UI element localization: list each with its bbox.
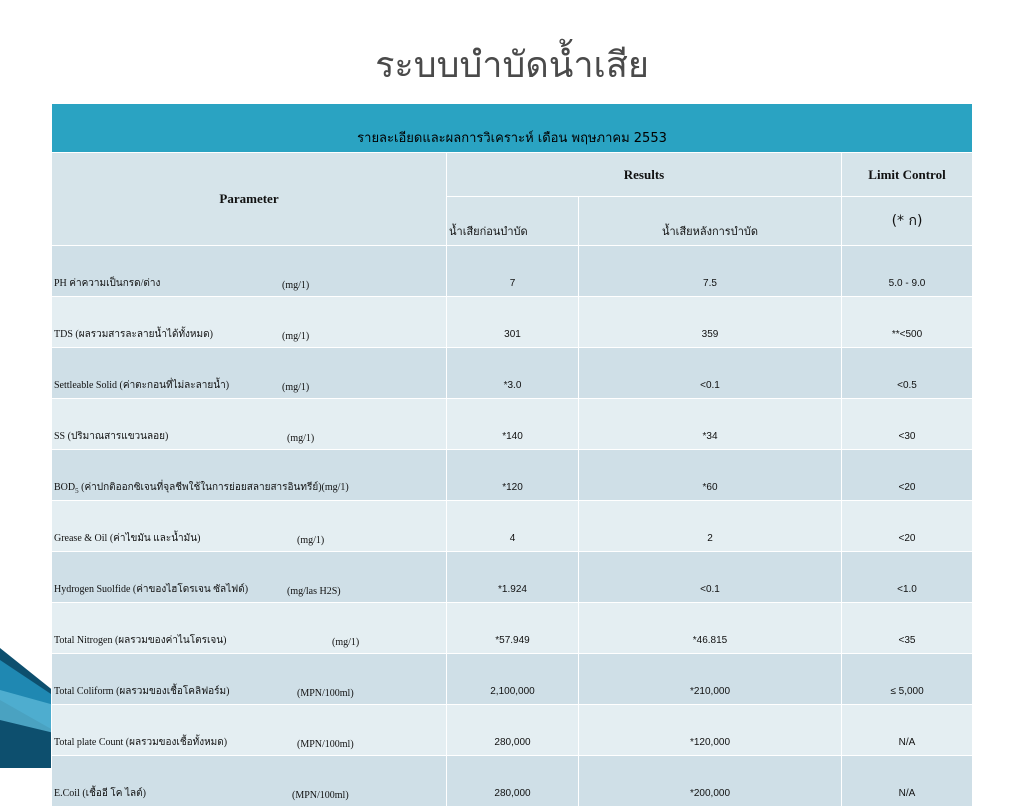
limit-value: <0.5 bbox=[842, 348, 973, 399]
table-row bbox=[52, 297, 973, 348]
table-row bbox=[52, 399, 973, 450]
parameter-name: Hydrogen Suolfide (ค่าของไฮโดรเจน ซัลไฟด์) bbox=[54, 584, 249, 595]
table-row bbox=[52, 450, 973, 501]
before-treatment-header: น้ำเสียก่อนบำบัด bbox=[447, 197, 579, 246]
before-value: *57.949 bbox=[447, 603, 579, 654]
parameter-cell bbox=[52, 450, 447, 501]
parameter-name: SS (ปริมาณสารแขวนลอย) bbox=[54, 431, 169, 442]
before-value: *3.0 bbox=[447, 348, 579, 399]
parameter-unit: (mg/las H2S) bbox=[287, 586, 341, 597]
parameter-cell bbox=[52, 348, 447, 399]
after-value: <0.1 bbox=[579, 552, 842, 603]
parameter-header: Parameter bbox=[52, 153, 447, 246]
parameter-name: Grease & Oil (ค่าไขมัน และน้ำมัน) bbox=[54, 533, 201, 544]
after-value: 2 bbox=[579, 501, 842, 552]
table-row bbox=[52, 246, 973, 297]
results-table bbox=[51, 103, 973, 807]
parameter-unit: (mg/1) bbox=[282, 280, 310, 291]
parameter-unit: (MPN/100ml) bbox=[292, 790, 349, 801]
parameter-cell bbox=[52, 552, 447, 603]
parameter-cell bbox=[52, 654, 447, 705]
results-header: Results bbox=[447, 153, 842, 197]
limit-value: <20 bbox=[842, 501, 973, 552]
parameter-name: Total plate Count (ผลรวมของเชื้อทั้งหมด) bbox=[54, 737, 228, 748]
limit-value: N/A bbox=[842, 705, 973, 756]
parameter-cell bbox=[52, 756, 447, 807]
parameter-cell bbox=[52, 603, 447, 654]
slide-title: ระบบบำบัดน้ำเสีย bbox=[375, 45, 649, 86]
parameter-name: TDS (ผลรวมสารละลายน้ำได้ทั้งหมด) bbox=[54, 329, 213, 340]
parameter-subscript: 5 bbox=[75, 487, 79, 495]
before-value: 2,100,000 bbox=[447, 654, 579, 705]
table-caption: รายละเอียดและผลการวิเคราะห์ เดือน พฤษภาคม 2553 bbox=[52, 104, 973, 153]
after-value: *120,000 bbox=[579, 705, 842, 756]
before-value: *120 bbox=[447, 450, 579, 501]
parameter-name: BOD bbox=[54, 482, 76, 493]
table-row bbox=[52, 348, 973, 399]
parameter-cell bbox=[52, 399, 447, 450]
table-row bbox=[52, 552, 973, 603]
before-value: *140 bbox=[447, 399, 579, 450]
parameter-unit: (MPN/100ml) bbox=[297, 688, 354, 699]
limit-value: <35 bbox=[842, 603, 973, 654]
parameter-unit: (mg/1) bbox=[282, 382, 310, 393]
limit-value: 5.0 - 9.0 bbox=[842, 246, 973, 297]
parameter-name: Total Nitrogen (ผลรวมของค่าไนโตรเจน) bbox=[54, 635, 227, 646]
table-row bbox=[52, 654, 973, 705]
before-value: 301 bbox=[447, 297, 579, 348]
limit-value: ≤ 5,000 bbox=[842, 654, 973, 705]
parameter-unit: (mg/1) bbox=[282, 331, 310, 342]
parameter-name: E.Coil (เชื้ออี โค ไลต์) bbox=[54, 788, 146, 799]
parameter-cell bbox=[52, 705, 447, 756]
after-value: 7.5 bbox=[579, 246, 842, 297]
parameter-unit: (mg/1) bbox=[297, 535, 325, 546]
parameter-cell bbox=[52, 297, 447, 348]
after-value: *60 bbox=[579, 450, 842, 501]
after-value: 359 bbox=[579, 297, 842, 348]
after-value: *200,000 bbox=[579, 756, 842, 807]
parameter-unit: (MPN/100ml) bbox=[297, 739, 354, 750]
limit-value: <30 bbox=[842, 399, 973, 450]
parameter-name: PH ค่าความเป็นกรด/ด่าง bbox=[54, 278, 161, 289]
table-row bbox=[52, 705, 973, 756]
before-value: 4 bbox=[447, 501, 579, 552]
table-row bbox=[52, 603, 973, 654]
limit-note: (* ก) bbox=[842, 197, 973, 246]
before-value: 7 bbox=[447, 246, 579, 297]
after-treatment-header: น้ำเสียหลังการบำบัด bbox=[579, 197, 842, 246]
after-value: *46.815 bbox=[579, 603, 842, 654]
limit-value: <20 bbox=[842, 450, 973, 501]
before-value: 280,000 bbox=[447, 705, 579, 756]
limit-value: N/A bbox=[842, 756, 973, 807]
after-value: *210,000 bbox=[579, 654, 842, 705]
table-row bbox=[52, 756, 973, 807]
parameter-unit: (mg/1) bbox=[332, 637, 360, 648]
before-value: *1.924 bbox=[447, 552, 579, 603]
table-row bbox=[52, 501, 973, 552]
limit-value: **<500 bbox=[842, 297, 973, 348]
parameter-unit: (mg/1) bbox=[287, 433, 315, 444]
parameter-cell bbox=[52, 246, 447, 297]
after-value: *34 bbox=[579, 399, 842, 450]
parameter-name: Total Coliform (ผลรวมของเชื้อโคลิฟอร์ม) bbox=[54, 686, 230, 697]
limit-value: <1.0 bbox=[842, 552, 973, 603]
parameter-cell bbox=[52, 501, 447, 552]
limit-header: Limit Control bbox=[842, 153, 973, 197]
before-value: 280,000 bbox=[447, 756, 579, 807]
parameter-name: Settleable Solid (ค่าตะกอนที่ไม่ละลายน้ำ) bbox=[54, 380, 230, 391]
parameter-name-rest: (ค่าปกติออกซิเจนที่จุลชีพใช้ในการย่อยสลายสารอินทรีย์)(mg/1) bbox=[78, 482, 349, 493]
after-value: <0.1 bbox=[579, 348, 842, 399]
